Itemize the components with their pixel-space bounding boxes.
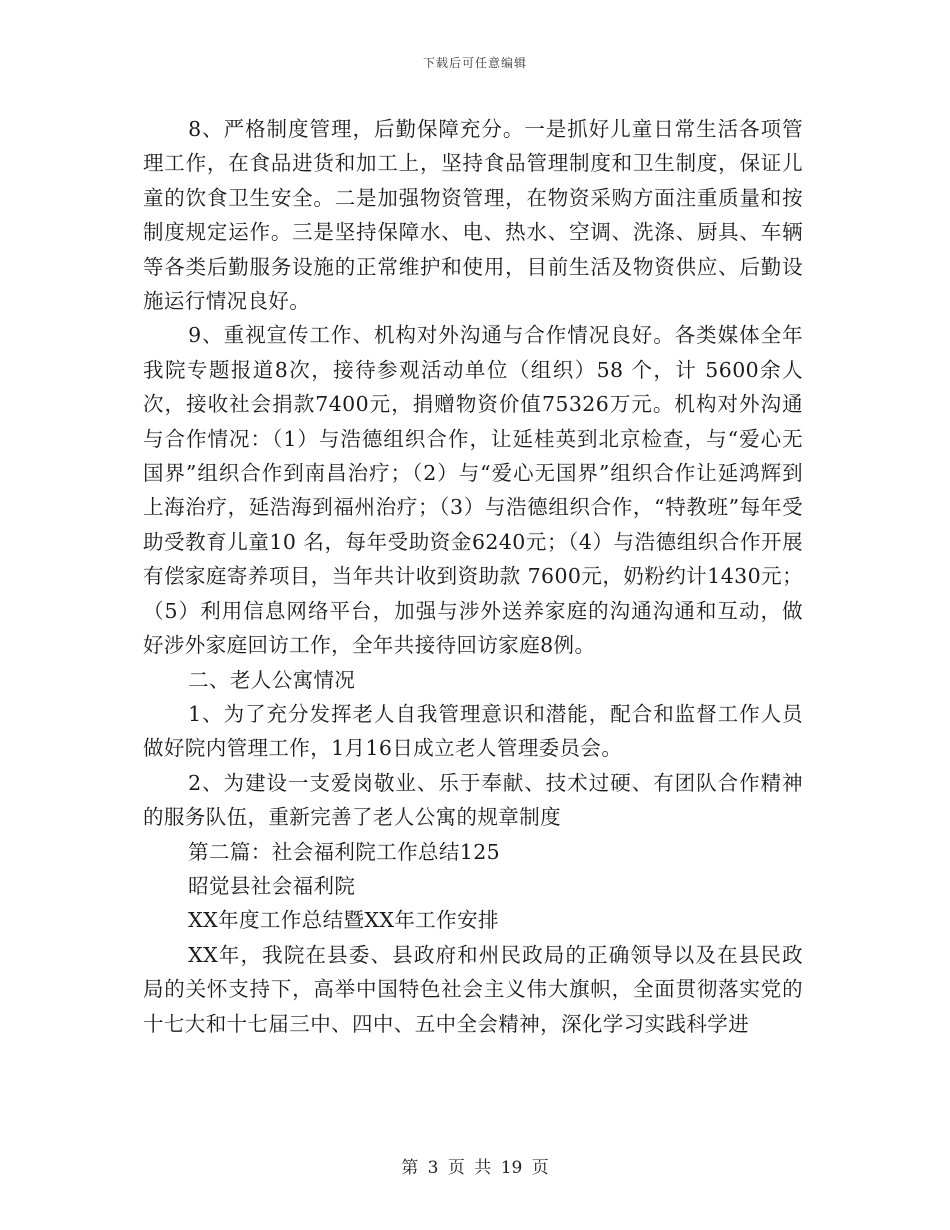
- document-body: [143, 112, 803, 1041]
- page-header: 下载后可任意编辑: [422, 56, 527, 70]
- section-heading-elderly: 二、老人公寓情况: [188, 667, 356, 692]
- chapter-heading: 第二篇：社会福利院工作总结125: [188, 839, 501, 864]
- paragraph-publicity: 9、重视宣传工作、机构对外沟通与合作情况良好。各类媒体全年我院专题报道8次，接待参观活动单位（组织）58 个，计 5600余人次，接收社会捐款7400元，捐赠物资价值75326万元。机构对外沟通与合作情况：（1）与浩德组织合作，让延桂英到北京检查，与“爱心无国界”组织合作到南昌治疗；（2）与“爱心无国界”组织合作让延鸿辉到上海治疗，延浩海到福州治疗；（3）与浩德组织合作，“特教班”每年受助受教育儿童10 名，每年受助资金6240元；（4）与浩德组织合作开展有偿家庭寄养项目，当年共计收到资助款 7600元，奶粉约计1430元；（5）利用信息网络平台，加强与涉外送养家庭的沟通沟通和互动，做好涉外家庭回访工作，全年共接待回访家庭8例。: [143, 323, 803, 658]
- report-title: XX年度工作总结暨XX年工作安排: [188, 908, 499, 933]
- page-footer: 第 3 页 共 19 页: [401, 1158, 549, 1178]
- organization-name: 昭觉县社会福利院: [188, 873, 356, 898]
- paragraph-elderly-rules: 2、为建设一支爱岗敬业、乐于奉献、技术过硬、有团队合作精神的服务队伍，重新完善了老人公寓的规章制度: [143, 770, 803, 830]
- paragraph-elderly-committee: 1、为了充分发挥老人自我管理意识和潜能，配合和监督工作人员做好院内管理工作，1月16日成立老人管理委员会。: [143, 701, 803, 761]
- paragraph-logistics: 8、严格制度管理，后勤保障充分。一是抓好儿童日常生活各项管理工作，在食品进货和加工上，坚持食品管理制度和卫生制度，保证儿童的饮食卫生安全。二是加强物资管理，在物资采购方面注重质量和按制度规定运作。三是坚持保障水、电、热水、空调、洗涤、厨具、车辆等各类后勤服务设施的正常维护和使用，目前生活及物资供应、后勤设施运行情况良好。: [143, 117, 803, 314]
- paragraph-intro: XX年，我院在县委、县政府和州民政局的正确领导以及在县民政局的关怀支持下，高举中国特色社会主义伟大旗帜，全面贯彻落实党的十七大和十七届三中、四中、五中全会精神，深化学习实践科学进: [143, 942, 803, 1036]
